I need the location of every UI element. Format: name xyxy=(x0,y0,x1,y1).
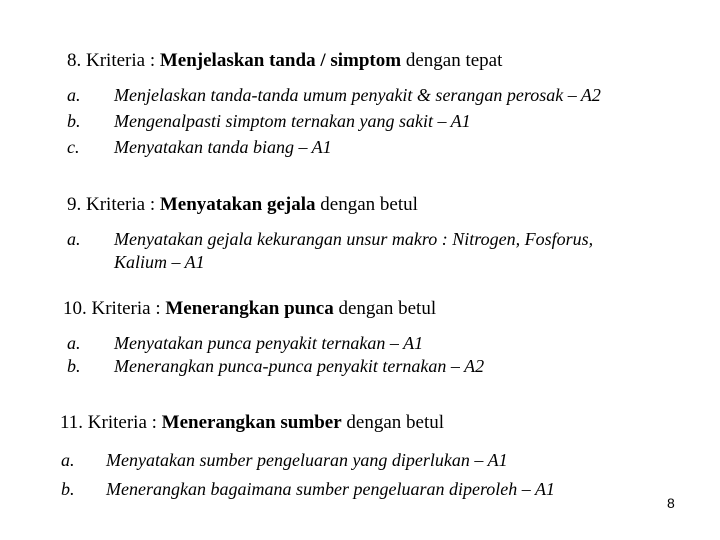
heading-keyword: Menyatakan gejala xyxy=(159,194,316,215)
heading-prefix: Kriteria : xyxy=(86,194,160,215)
item-text: Menyatakan gejala kekurangan unsur makro : Nitrogen, Fosforus, xyxy=(114,229,594,249)
criteria-heading-8 xyxy=(67,50,502,72)
heading-keyword: Menerangkan sumber xyxy=(161,412,342,433)
item-text: Menerangkan bagaimana sumber pengeluaran diperoleh – A1 xyxy=(106,479,555,499)
heading-number: 10. xyxy=(63,298,87,319)
criteria-heading-11 xyxy=(60,412,444,434)
item-letter: a. xyxy=(67,85,81,105)
heading-keyword: Menerangkan punca xyxy=(165,298,334,319)
heading-number: 9. xyxy=(67,194,82,215)
item-letter: c. xyxy=(67,137,80,157)
item-letter: a. xyxy=(61,450,75,470)
list-item xyxy=(67,228,707,276)
heading-number: 8. xyxy=(67,50,82,71)
item-text: Menyatakan punca penyakit ternakan – A1 xyxy=(114,333,424,353)
item-text: Menyatakan tanda biang – A1 xyxy=(114,137,332,157)
heading-prefix: Kriteria : xyxy=(91,298,166,319)
heading-suffix: dengan betul xyxy=(315,194,418,215)
item-text: Menerangkan punca-punca penyakit ternakan – A2 xyxy=(114,356,485,376)
heading-suffix: dengan betul xyxy=(341,412,444,433)
item-letter: b. xyxy=(61,479,75,499)
item-letter: b. xyxy=(67,356,81,376)
criteria-heading-9 xyxy=(67,194,418,216)
item-text: Mengenalpasti simptom ternakan yang sakit – A1 xyxy=(114,111,471,131)
heading-suffix: dengan tepat xyxy=(401,50,503,71)
item-text-continued: Kalium – A1 xyxy=(114,252,205,272)
item-text: Menyatakan sumber pengeluaran yang diperlukan – A1 xyxy=(106,450,508,470)
heading-number: 11. xyxy=(60,412,84,433)
heading-prefix: Kriteria : xyxy=(87,412,162,433)
heading-suffix: dengan betul xyxy=(333,298,437,319)
heading-keyword: Menjelaskan tanda / simptom xyxy=(159,50,402,71)
page-number: 8 xyxy=(667,495,675,511)
item-letter: b. xyxy=(67,111,81,131)
heading-prefix: Kriteria : xyxy=(86,50,160,71)
item-letter: a. xyxy=(67,333,81,353)
criteria-heading-10 xyxy=(63,298,436,320)
item-text: Menjelaskan tanda-tanda umum penyakit & serangan perosak – A2 xyxy=(114,85,601,105)
item-letter: a. xyxy=(67,229,81,249)
